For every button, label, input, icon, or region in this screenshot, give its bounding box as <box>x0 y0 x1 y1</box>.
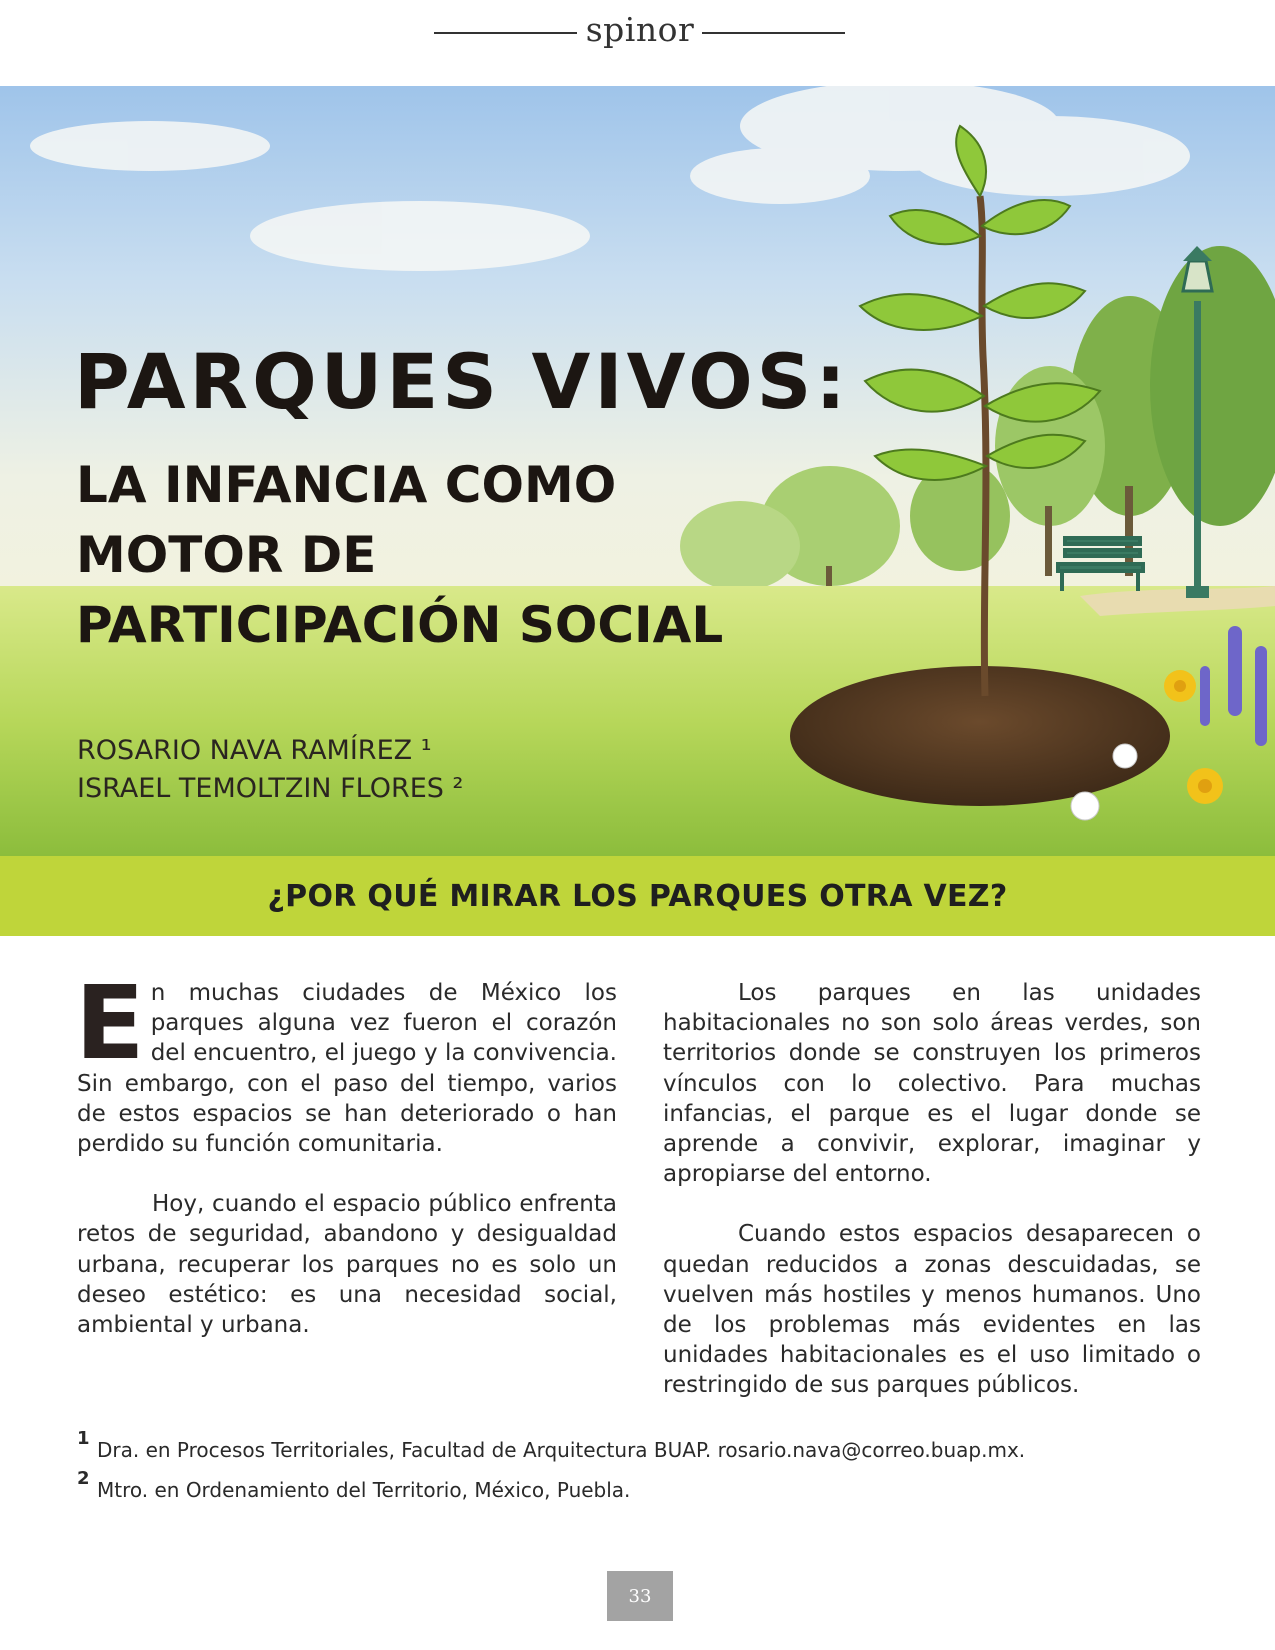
footnote <box>77 1468 1207 1504</box>
body-column-right <box>663 978 1201 1431</box>
author-name: ISRAEL TEMOLTZIN FLORES ² <box>77 773 464 804</box>
drop-cap: E <box>75 964 145 1083</box>
body-paragraph <box>75 964 617 1159</box>
footnote-text: Mtro. en Ordenamiento del Territorio, México, Puebla. <box>97 1478 631 1502</box>
author-name: ROSARIO NAVA RAMÍREZ ¹ <box>77 735 432 766</box>
masthead-rule-right <box>702 32 845 34</box>
article-subtitle <box>76 450 756 660</box>
magazine-title: spinor <box>585 10 695 49</box>
footnote <box>77 1428 1207 1464</box>
article-title: PARQUES VIVOS: <box>74 337 850 426</box>
section-heading: ¿POR QUÉ MIRAR LOS PARQUES OTRA VEZ? <box>267 878 1008 914</box>
article-subtitle-line: MOTOR DE <box>76 526 377 584</box>
article-subtitle-line: LA INFANCIA COMO <box>76 456 617 514</box>
page-number: 33 <box>607 1571 673 1621</box>
article-subtitle-line: PARTICIPACIÓN SOCIAL <box>76 596 724 654</box>
soil-mound <box>790 666 1170 806</box>
body-paragraph: Hoy, cuando el espacio público enfrenta retos de seguridad, abandono y desigualdad urbana, recuperar los parques no es solo un deseo estético: es una necesidad social, ambiental y urbana. <box>77 1191 617 1339</box>
masthead <box>0 8 1275 56</box>
hero-section <box>0 86 1275 856</box>
section-banner <box>0 856 1275 936</box>
body-paragraph: Los parques en las unidades habitacionales no son solo áreas verdes, son territorios donde se construyen los primeros vínculos con lo colectivo. Para muchas infancias, el parque es el lugar donde se aprende a convivir, explorar, imaginar y apropiarse del entorno. <box>663 980 1201 1188</box>
footnote-mark: 2 <box>77 1468 90 1489</box>
body-paragraph: Cuando estos espacios desaparecen o quedan reducidos a zonas descuidadas, se vuelven más hostiles y menos humanos. Uno de los problemas más evidentes en las unidades habitacionales es el uso limitado o restringido de sus parques públicos. <box>663 1221 1201 1399</box>
footnote-mark: 1 <box>77 1428 90 1449</box>
author-list <box>77 732 463 808</box>
body-column-left <box>75 964 617 1370</box>
footnotes <box>77 1428 1207 1518</box>
footnote-text: Dra. en Procesos Territoriales, Facultad de Arquitectura BUAP. rosario.nava@correo.buap.mx. <box>97 1438 1026 1462</box>
paragraph-text: n muchas ciudades de México los parques alguna vez fueron el corazón del encuentro, el juego y la convivencia. Sin embargo, con el paso del tiempo, varios de estos espacios se han deteriorado o han perdido su función comunitaria. <box>77 980 617 1158</box>
masthead-rule-left <box>434 32 577 34</box>
